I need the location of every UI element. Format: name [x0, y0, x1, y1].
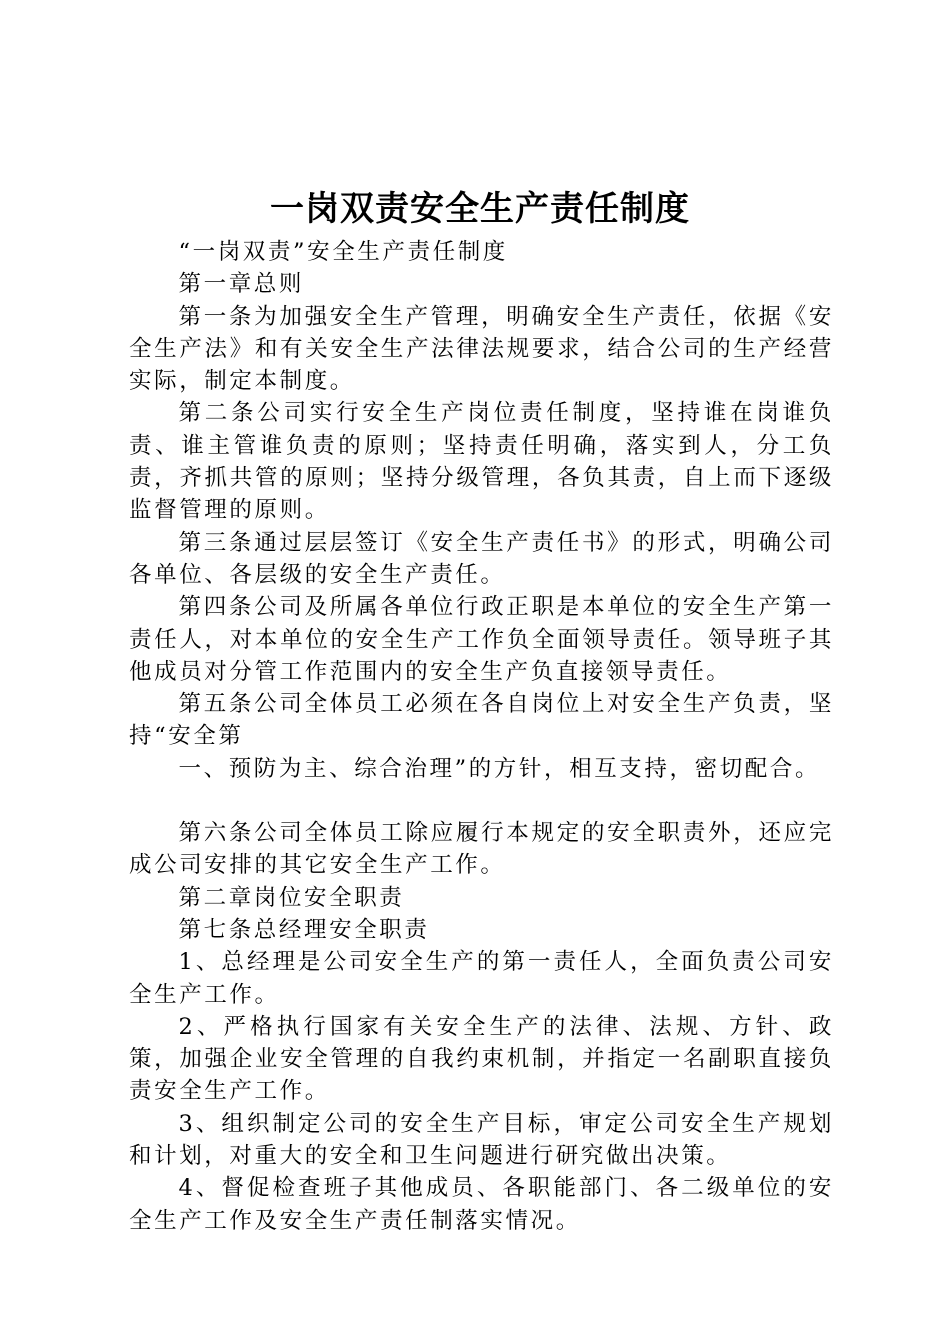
- chapter-heading: 第一章总则: [178, 271, 305, 298]
- list-item: 3、组织制定公司的安全生产目标，审定公司安全生产规划和计划，对重大的安全和卫生问题进行研究做出决策。: [129, 1110, 834, 1170]
- list-item: 4、督促检查班子其他成员、各职能部门、各二级单位的安全生产工作及安全生产责任制落实情况。: [129, 1175, 834, 1234]
- article-paragraph: 第六条公司全体员工除应履行本规定的安全职责外，还应完成公司安排的其它安全生产工作。: [129, 820, 834, 879]
- list-item: 1、总经理是公司安全生产的第一责任人，全面负责公司安全生产工作。: [129, 949, 834, 1008]
- article-paragraph: 第七条总经理安全职责: [178, 916, 430, 943]
- article-paragraph: 第三条通过层层签订《安全生产责任书》的形式，明确公司各单位、各层级的安全生产责任。: [129, 529, 834, 588]
- article-paragraph: 第五条公司全体员工必须在各自岗位上对安全生产负责，坚持“安全第: [129, 691, 834, 750]
- document-body: [129, 236, 834, 1237]
- article-paragraph: 一、预防为主、综合治理”的方针，相互支持，密切配合。: [178, 755, 821, 782]
- article-paragraph: 第二条公司实行安全生产岗位责任制度，坚持谁在岗谁负责、谁主管谁负责的原则；坚持责任明确，落实到人，分工负责，齐抓共管的原则；坚持分级管理，各负其责，自上而下逐级监督管理的原则。: [129, 400, 834, 524]
- article-paragraph: 第一条为加强安全生产管理，明确安全生产责任，依据《安全生产法》和有关安全生产法律法规要求，结合公司的生产经营实际，制定本制度。: [129, 303, 834, 395]
- subtitle-paragraph: “一岗双责”安全生产责任制度: [178, 239, 508, 265]
- document-title: 一岗双责安全生产责任制度: [270, 189, 690, 229]
- chapter-heading: 第二章岗位安全职责: [178, 884, 405, 911]
- article-paragraph: 第四条公司及所属各单位行政正职是本单位的安全生产第一责任人，对本单位的安全生产工作负全面领导责任。领导班子其他成员对分管工作范围内的安全生产负直接领导责任。: [129, 594, 834, 685]
- list-item: 2、严格执行国家有关安全生产的法律、法规、方针、政策，加强企业安全管理的自我约束机制，并指定一名副职直接负责安全生产工作。: [129, 1013, 834, 1105]
